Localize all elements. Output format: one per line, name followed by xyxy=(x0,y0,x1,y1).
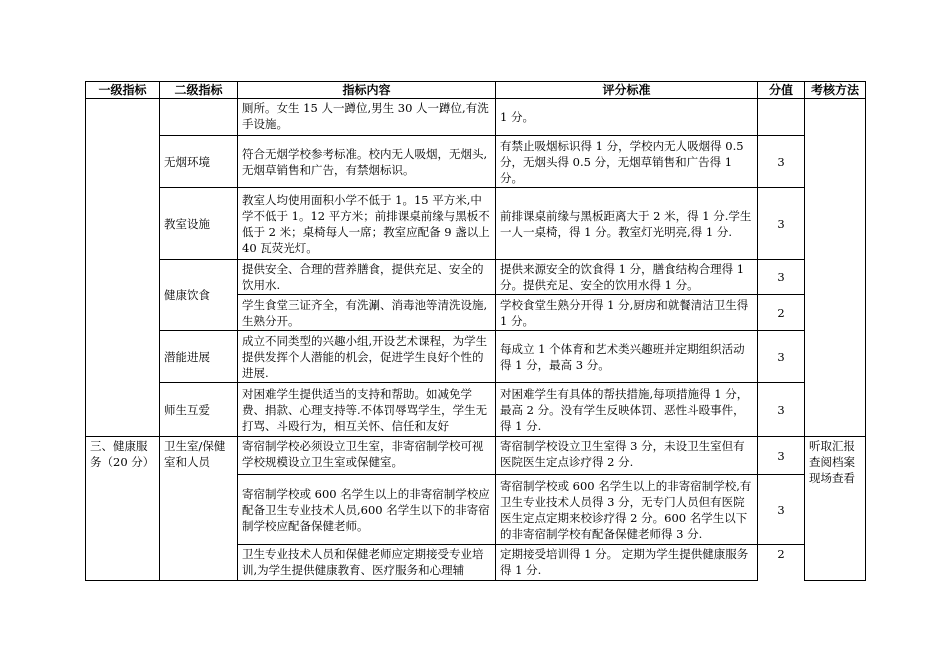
row-score: 2 xyxy=(777,305,785,320)
row-score: 2 xyxy=(777,547,785,561)
row-criteria: 定期接受培训得 1 分。 定期为学生提供健康服务得 1 分. xyxy=(500,547,749,577)
level2-healthy-diet: 健康饮食 xyxy=(164,288,210,302)
row-criteria: 寄宿制学校设立卫生室得 3 分，未设卫生室但有医院医生定点诊疗得 2 分. xyxy=(500,439,745,469)
row-content: 学生食堂三证齐全，有洗涮、消毒池等清洗设施,生熟分开。 xyxy=(242,297,488,328)
header-level1: 一级指标 xyxy=(98,83,147,97)
row-criteria: 提供来源安全的饮食得 1 分，膳食结构合理得 1 分。提供充足、安全的饮用水得 1 分。 xyxy=(500,262,745,292)
row-content: 成立不同类型的兴趣小组,开设艺术课程，为学生提供发挥个人潜能的机会，促进学生良好个性的进展. xyxy=(242,333,488,380)
level2-classroom: 教室设施 xyxy=(164,216,210,231)
row-content: 寄宿制学校或 600 名学生以上的非寄宿制学校应配备卫生专业技术人员,600 名学生以下的非寄宿制学校应配备保健老师。 xyxy=(242,486,490,533)
row-content: 提供安全、合理的营养膳食，提供充足、安全的饮用水. xyxy=(242,262,484,292)
header-content: 指标内容 xyxy=(342,83,391,97)
row-content: 符合无烟学校参考标准。校内无人吸烟，无烟头,无烟草销售和广告，有禁烟标识。 xyxy=(242,146,488,177)
row-score: 3 xyxy=(777,448,785,463)
row-content: 教室人均使用面积小学不低于 1。15 平方米,中学不低于 1。12 平方米；前排课桌前缘与黑板不低于 2 米；桌椅每人一席；教室应配备 9 盏以上 40 瓦荧光灯。 xyxy=(242,192,490,255)
row-content: 寄宿制学校必须设立卫生室，非寄宿制学校可视学校规模设立卫生室或保健室。 xyxy=(242,439,484,469)
method-text: 听取汇报查阅档案现场查看 xyxy=(809,439,855,485)
row-criteria: 有禁止吸烟标识得 1 分，学校内无人吸烟得 0.5 分，无烟头得 0.5 分，无烟草销售和广告得 1 分。 xyxy=(500,138,744,185)
row-score: 3 xyxy=(777,270,785,284)
header-criteria: 评分标准 xyxy=(602,83,651,97)
row-criteria: 每成立 1 个体育和艺术类兴趣班并定期组织活动得 1 分，最高 3 分。 xyxy=(500,341,745,372)
level2-care: 师生互爱 xyxy=(164,402,210,417)
level2-clinic: 卫生室/保健室和人员 xyxy=(164,439,226,469)
level2-no-smoking: 无烟环境 xyxy=(164,154,210,169)
level1-health-service: 三、健康服务（20 分） xyxy=(90,439,155,469)
header-method: 考核方法 xyxy=(810,83,859,97)
row-criteria: 1 分。 xyxy=(500,110,534,124)
row-content: 厕所。女生 15 人一蹲位,男生 30 人一蹲位,有洗手设施。 xyxy=(242,101,489,131)
row-criteria: 寄宿制学校或 600 名学生以上的非寄宿制学校,有卫生专业技术人员得 3 分，无专门人员但有医院医生定点定期来校诊疗得 2 分。600 名学生以下的非寄宿制学校有配备保健老师得 3 分. xyxy=(500,478,752,541)
row-score: 3 xyxy=(777,154,785,169)
row-criteria: 学校食堂生熟分开得 1 分,厨房和就餐清洁卫生得 1 分。 xyxy=(500,297,749,328)
row-score: 3 xyxy=(777,502,785,517)
header-score: 分值 xyxy=(768,83,793,97)
row-content: 对困难学生提供适当的支持和帮助。如减免学费、捐款、心理支持等.不体罚辱骂学生，学生无打骂、斗殴行为，相互关怀、信任和友好 xyxy=(242,386,488,433)
level2-potential: 潜能进展 xyxy=(164,349,210,364)
row-score: 3 xyxy=(777,216,785,231)
header-level2: 二级指标 xyxy=(174,83,223,97)
row-criteria: 前排课桌前缘与黑板距离大于 2 米，得 1 分.学生一人一桌椅，得 1 分。教室灯光明亮,得 1 分. xyxy=(500,208,752,239)
row-score: 3 xyxy=(777,402,785,417)
row-criteria: 对困难学生有具体的帮扶措施,每项措施得 1 分，最高 2 分。没有学生反映体罚、恶性斗殴事件，得 1 分. xyxy=(500,386,749,433)
row-score: 3 xyxy=(777,349,785,364)
row-content: 卫生专业技术人员和保健老师应定期接受专业培训,为学生提供健康教育、医疗服务和心理辅 xyxy=(242,547,484,577)
